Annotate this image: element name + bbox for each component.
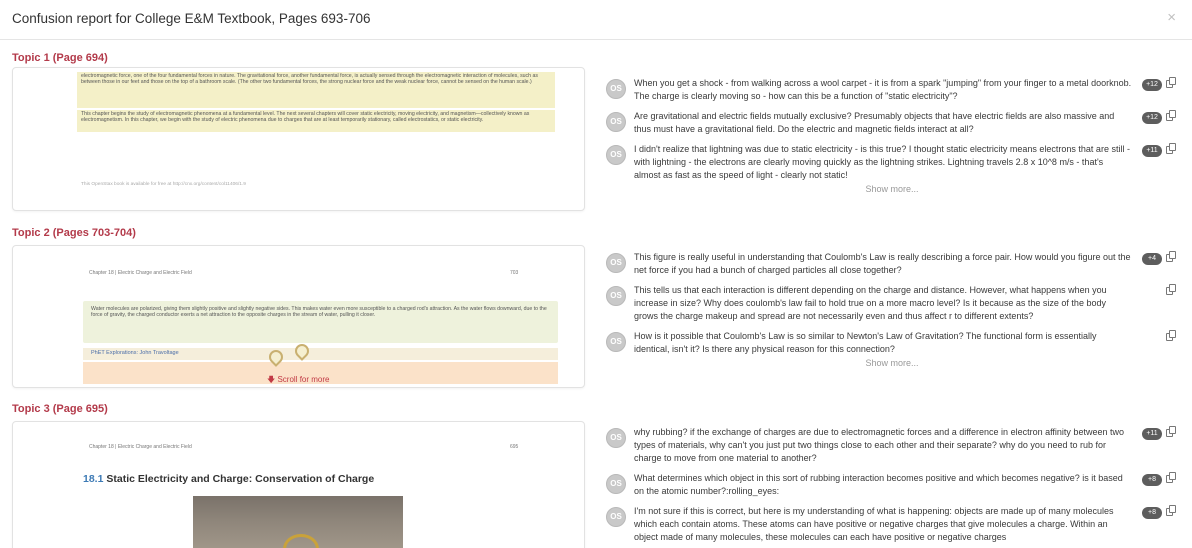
question-item [606,251,1178,277]
section-heading [83,473,374,485]
copy-icon[interactable] [1166,77,1176,89]
preview-paragraph: This chapter begins the study of electromagnetic phenomena at a fundamental level. The next several chapters will cover static electricity, moving electricity, and magnetism—collectively known as electromagnetism. In this chapter, we begin with the study of electric phenomena due to charges that are at least temporarily stationary, called electrostatics, or static electricity. [81,111,530,124]
question-text: This figure is really useful in understanding that Coulomb's Law is really describing a force pair. How would you figure out the net force if you had a bunch of charged particles all close together? [634,252,1131,275]
show-more-link[interactable]: Show more... [865,184,919,194]
topic-3-questions [606,426,1178,548]
chapter-header: Chapter 18 | Electric Charge and Electric Field [89,270,192,276]
scroll-for-more-label: Scroll for more [277,375,330,384]
arrow-down-icon: 🡇 [267,375,276,384]
question-item [606,284,1178,323]
copy-icon[interactable] [1166,472,1176,484]
question-item [606,77,1178,103]
vote-badge[interactable]: +11 [1142,145,1162,157]
vote-badge[interactable]: +8 [1142,474,1162,486]
copy-icon[interactable] [1166,143,1176,155]
vote-badge[interactable]: +4 [1142,253,1162,265]
preview-footer: This OpenStax book is available for free at http://cnx.org/content/col11406/1.9 [81,182,246,187]
question-text: I'm not sure if this is correct, but here is my understanding of what is happening: objects are made up of many molecules which each contain atoms. These atoms can have positive or negative charges that give molecules a charge. Within an object made of many molecules, these molecules can each have positive or negative charges [634,506,1114,542]
topic-3-page-preview[interactable] [12,421,585,548]
copy-icon[interactable] [1166,330,1176,342]
question-item [606,505,1178,544]
question-item [606,426,1178,465]
vote-badge[interactable]: +12 [1142,79,1162,91]
chapter-header: Chapter 18 | Electric Charge and Electric Field [89,444,192,450]
preview-paragraph: Water molecules are polarized, giving them slightly positive and slightly negative sides. This makes water even more susceptible to a charged rod's attraction. As the water flows downward, due to the force of gravity, the charged conductor exerts a net attraction to the opposite charges in the stream of water, pulling it closer. [83,301,558,343]
topic-3-title: Topic 3 (Page 695) [12,403,108,415]
section-number: 18.1 [83,473,104,485]
avatar: OS [606,507,626,527]
vote-badge[interactable]: +12 [1142,112,1162,124]
phet-link[interactable]: PhET Explorations: John Travoltage [83,348,558,360]
report-title: Confusion report for College E&M Textbook, Pages 693-706 [12,11,371,26]
copy-icon[interactable] [1166,505,1176,517]
section-title: Static Electricity and Charge: Conservation of Charge [106,473,375,485]
question-text: When you get a shock - from walking across a wool carpet - it is from a spark "jumping" from your finger to a metal doorknob. The charge is clearly moving so - how can this be a function of "static electricity"? [634,78,1132,101]
avatar: OS [606,286,626,306]
question-item [606,143,1178,182]
topic-2-questions [606,251,1178,368]
modal-header [0,0,1192,40]
copy-icon[interactable] [1166,426,1176,438]
topic-2-title: Topic 2 (Pages 703-704) [12,227,136,239]
topic-1-page-preview[interactable] [12,67,585,211]
question-text: Are gravitational and electric fields mutually exclusive? Presumably objects that have electric fields are also massive and thus must have a gravitational field. Do the electric and magnetic fields interact at all? [634,111,1115,134]
question-text: This tells us that each interaction is different depending on the charge and distance. However, what happens when you increase in size? Why does coulomb's law fail to hold true on a more macro level? Is it because as the size of the body grows the charge makeup and spread are not necessarily even and thus affect r to different extents? [634,285,1107,321]
avatar: OS [606,332,626,352]
photo-detail [283,534,319,548]
topic-2-page-preview[interactable] [12,245,585,388]
avatar: OS [606,145,626,165]
copy-icon[interactable] [1166,251,1176,263]
question-text: How is it possible that Coulomb's Law is so similar to Newton's Law of Gravitation? The functional form is essentially identical, isn't it? Is there any physical reason for this connection? [634,331,1097,354]
section-photo [193,496,403,548]
topic-1-questions [606,77,1178,194]
question-item [606,472,1178,498]
avatar: OS [606,428,626,448]
avatar: OS [606,112,626,132]
topic-1-title: Topic 1 (Page 694) [12,52,108,64]
show-more-link[interactable]: Show more... [865,358,919,368]
avatar: OS [606,253,626,273]
question-text: why rubbing? if the exchange of charges are due to electromagnetic forces and a difference in electron affinity between two types of materials, why can't you just put two things close to each other and their separate? why do you need to rub for charge to move from one material to another? [634,427,1124,463]
scroll-for-more-link[interactable] [267,374,329,388]
page-number: 695 [510,444,519,450]
page-number: 703 [510,270,519,276]
question-item [606,330,1178,356]
avatar: OS [606,79,626,99]
copy-icon[interactable] [1166,110,1176,122]
question-text: I didn't realize that lightning was due to static electricity - is this true? I thought static electricity means electrons that are still - with lightning - the electrons are clearly moving quickly as the lightning strikes. Lightning travels 2.8 x 10^8 m/s - that's almost as fast as the speed of light - clearly not static! [634,144,1130,180]
copy-icon[interactable] [1166,284,1176,296]
question-item [606,110,1178,136]
preview-paragraph: electromagnetic force, one of the four fundamental forces in nature. The gravitational force, another fundamental force, is actually sensed through the electromagnetic interaction of molecules, such as between those in our feet and those on the top of a bathroom scale. (The other two fundamental forces, the strong nuclear force and the weak nuclear force, cannot be sensed on the human scale.) [81,73,538,86]
vote-badge[interactable]: +11 [1142,428,1162,440]
vote-badge[interactable]: +8 [1142,507,1162,519]
close-icon[interactable]: × [1167,9,1176,26]
question-text: What determines which object in this sort of rubbing interaction becomes positive and which becomes negative? is it based on the atomic number?:rolling_eyes: [634,473,1123,496]
avatar: OS [606,474,626,494]
